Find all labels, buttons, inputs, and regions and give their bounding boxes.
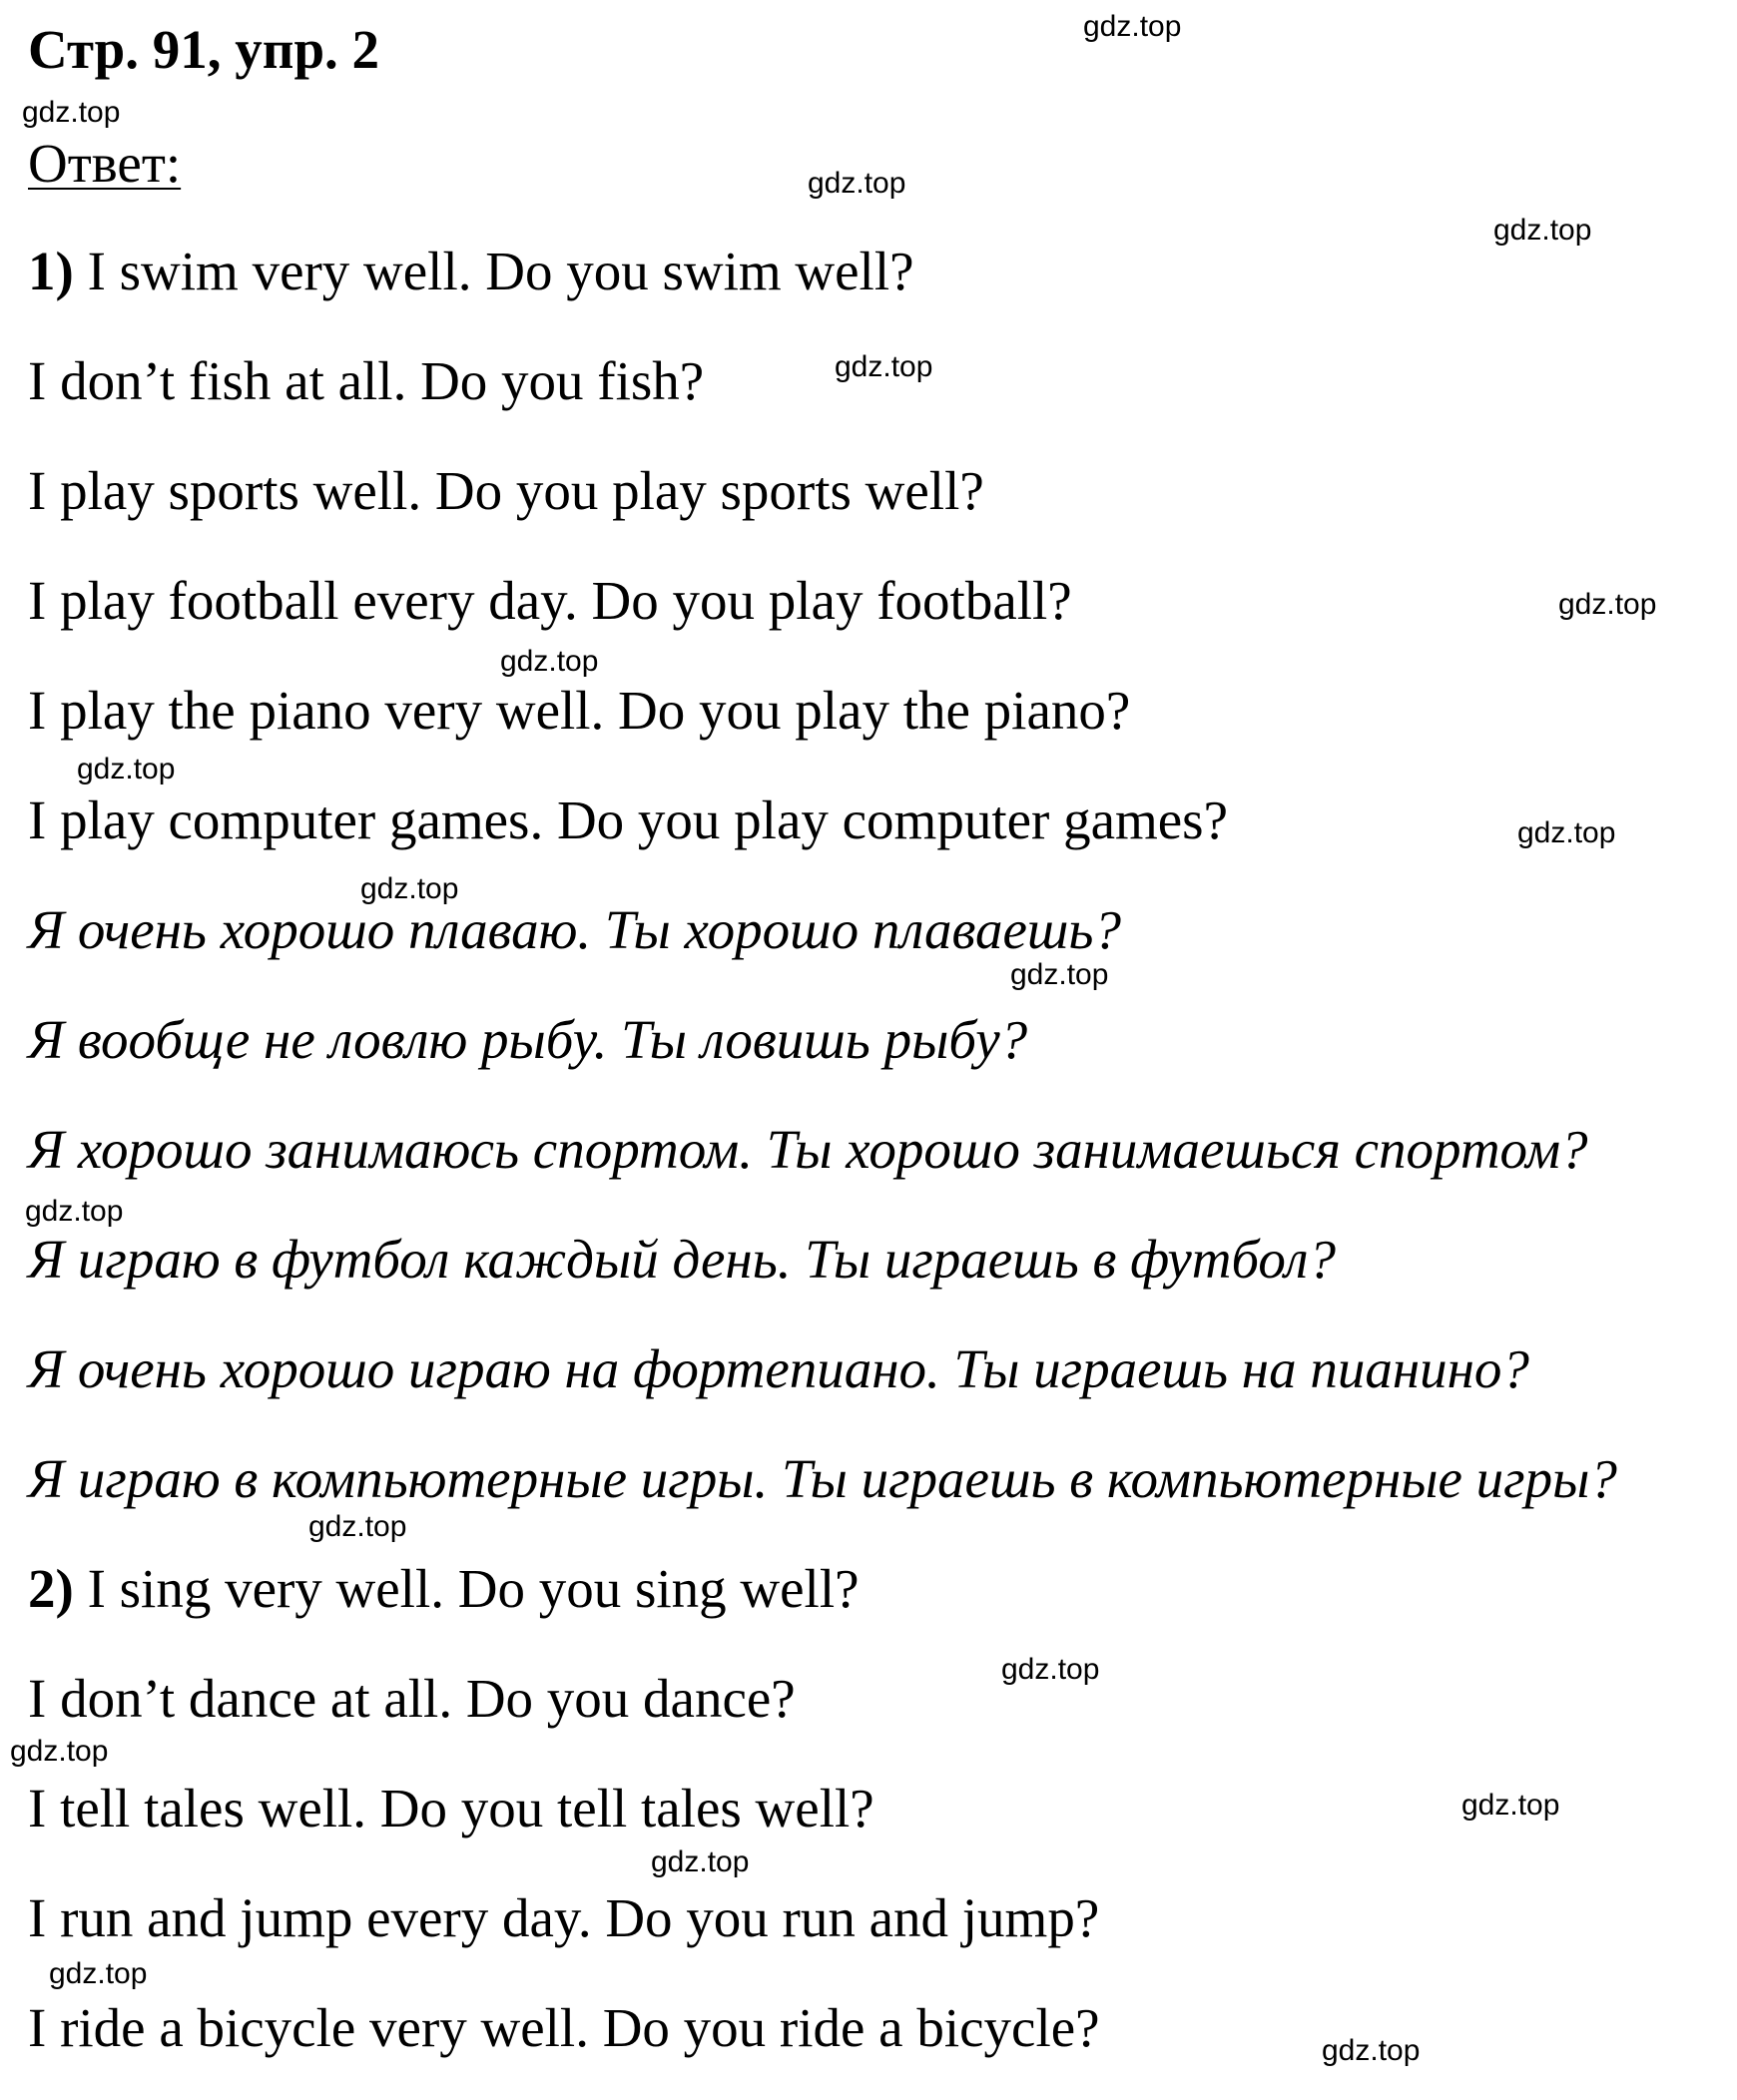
section2-english-5: I ride a bicycle very well. Do you ride a bicycle? <box>28 1997 1100 2058</box>
section1-russian-3: Я хорошо занимаюсь спортом. Ты хорошо занимаешься спортом? <box>28 1119 1588 1180</box>
section2-english-4: I run and jump every day. Do you run and jump? <box>28 1887 1100 1948</box>
section1-number: 1) <box>28 241 74 301</box>
answer-label: Ответ: <box>28 133 182 194</box>
section1-russian-5: Я очень хорошо играю на фортепиано. Ты играешь на пианино? <box>28 1338 1529 1399</box>
watermark: gdz.top <box>1461 1789 1560 1822</box>
section1-english-3: I play sports well. Do you play sports well? <box>28 460 984 521</box>
watermark: gdz.top <box>308 1510 407 1543</box>
watermark: gdz.top <box>49 1957 148 1990</box>
watermark: gdz.top <box>77 753 176 786</box>
watermark: gdz.top <box>835 350 933 383</box>
watermark: gdz.top <box>1493 214 1592 247</box>
watermark: gdz.top <box>10 1735 109 1768</box>
watermark: gdz.top <box>25 1195 124 1228</box>
section1-english-5: I play the piano very well. Do you play the piano? <box>28 680 1131 741</box>
section1-english-1: I swim very well. Do you swim well? <box>87 241 914 301</box>
section1-russian-2: Я вообще не ловлю рыбу. Ты ловишь рыбу? <box>28 1009 1028 1070</box>
watermark: gdz.top <box>360 872 459 905</box>
section2-english-1: I sing very well. Do you sing well? <box>87 1558 860 1619</box>
watermark: gdz.top <box>1322 2034 1421 2067</box>
watermark: gdz.top <box>1083 10 1182 43</box>
section1-russian-4: Я играю в футбол каждый день. Ты играешь в футбол? <box>28 1229 1337 1290</box>
watermark: gdz.top <box>651 1845 750 1878</box>
section1-english-6: I play computer games. Do you play computer games? <box>28 789 1228 850</box>
section1-english-4: I play football every day. Do you play football? <box>28 570 1072 631</box>
watermark: gdz.top <box>1010 958 1109 991</box>
section2-english-2: I don’t dance at all. Do you dance? <box>28 1668 796 1729</box>
watermark: gdz.top <box>22 96 121 129</box>
section1-russian-1: Я очень хорошо плаваю. Ты хорошо плаваешь? <box>28 899 1121 960</box>
watermark: gdz.top <box>500 645 599 678</box>
section1-line-1 <box>28 242 914 302</box>
section1-russian-6: Я играю в компьютерные игры. Ты играешь в компьютерные игры? <box>28 1448 1617 1509</box>
page-title: Стр. 91, упр. 2 <box>28 19 380 80</box>
section1-english-2: I don’t fish at all. Do you fish? <box>28 350 705 411</box>
section2-line-1 <box>28 1559 860 1620</box>
watermark: gdz.top <box>808 167 906 200</box>
watermark: gdz.top <box>1001 1653 1100 1686</box>
watermark: gdz.top <box>1558 588 1657 621</box>
section2-number: 2) <box>28 1558 74 1619</box>
section2-english-3: I tell tales well. Do you tell tales well? <box>28 1778 874 1838</box>
watermark: gdz.top <box>1517 816 1616 849</box>
